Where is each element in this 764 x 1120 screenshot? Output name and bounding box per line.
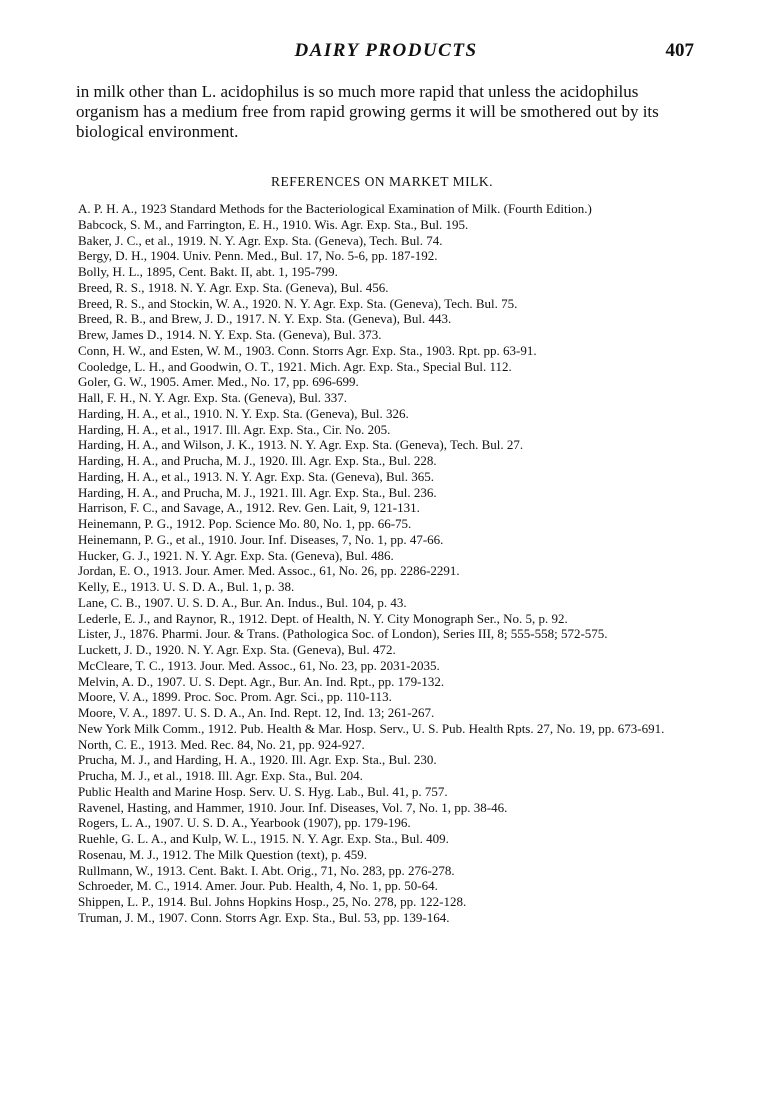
reference-entry: Breed, R. B., and Brew, J. D., 1917. N. Y. Exp. Sta. (Geneva), Bul. 443. — [78, 311, 452, 327]
reference-entry: McCleare, T. C., 1913. Jour. Med. Assoc., 61, No. 23, pp. 2031-2035. — [78, 657, 440, 673]
reference-entry: Heinemann, P. G., et al., 1910. Jour. Inf. Diseases, 7, No. 1, pp. 47-66. — [78, 531, 444, 547]
reference-entry: Lederle, E. J., and Raynor, R., 1912. Dept. of Health, N. Y. City Monograph Ser., No. 5, p. 92. — [78, 610, 568, 626]
reference-entry: Bolly, H. L., 1895, Cent. Bakt. II, abt. 1, 195-799. — [78, 264, 338, 279]
reference-entry: Melvin, A. D., 1907. U. S. Dept. Agr., Bur. An. Ind. Rpt., pp. 179-132. — [78, 673, 445, 689]
reference-entry: Brew, James D., 1914. N. Y. Exp. Sta. (Geneva), Bul. 373. — [78, 327, 382, 342]
reference-entry: Harrison, F. C., and Savage, A., 1912. Rev. Gen. Lait, 9, 121-131. — [78, 500, 420, 516]
reference-entry: Breed, R. S., 1918. N. Y. Agr. Exp. Sta. (Geneva), Bul. 456. — [78, 279, 389, 295]
reference-entry: Harding, H. A., et al., 1913. N. Y. Agr. Exp. Sta. (Geneva), Bul. 365. — [78, 468, 435, 484]
reference-entry: Bergy, D. H., 1904. Univ. Penn. Med., Bul. 17, No. 5-6, pp. 187-192. — [78, 248, 438, 264]
references-heading: REFERENCES ON MARKET MILK. — [270, 174, 493, 189]
reference-entry: Rosenau, M. J., 1912. The Milk Question (text), p. 459. — [78, 846, 367, 862]
reference-entry: Lane, C. B., 1907. U. S. D. A., Bur. An. Indus., Bul. 104, p. 43. — [78, 594, 407, 610]
reference-entry: Heinemann, P. G., 1912. Pop. Science Mo. 80, No. 1, pp. 66-75. — [78, 516, 412, 531]
reference-entry: Goler, G. W., 1905. Amer. Med., No. 17, pp. 696-699. — [78, 374, 359, 390]
references-list — [78, 201, 694, 926]
reference-entry: Truman, J. M., 1907. Conn. Storrs Agr. Exp. Sta., Bul. 53, pp. 139-164. — [78, 909, 450, 925]
reference-entry: Shippen, L. P., 1914. Bul. Johns Hopkins Hosp., 25, No. 278, pp. 122-128. — [78, 894, 467, 909]
reference-entry: Luckett, J. D., 1920. N. Y. Agr. Exp. Sta. (Geneva), Bul. 472. — [78, 642, 396, 657]
reference-entry: Moore, V. A., 1897. U. S. D. A., An. Ind. Rept. 12, Ind. 13; 261-267. — [78, 705, 435, 720]
reference-entry: Schroeder, M. C., 1914. Amer. Jour. Pub. Health, 4, No. 1, pp. 50-64. — [78, 878, 438, 894]
reference-entry: Hucker, G. J., 1921. N. Y. Agr. Exp. Sta. (Geneva), Bul. 486. — [78, 547, 394, 563]
reference-entry: Harding, H. A., et al., 1910. N. Y. Exp. Sta. (Geneva), Bul. 326. — [78, 405, 409, 421]
reference-entry: Kelly, E., 1913. U. S. D. A., Bul. 1, p. 38. — [78, 579, 295, 594]
reference-entry: North, C. E., 1913. Med. Rec. 84, No. 21, pp. 924-927. — [78, 736, 365, 752]
reference-entry: Harding, H. A., and Prucha, M. J., 1921. Ill. Agr. Exp. Sta., Bul. 236. — [78, 484, 437, 500]
running-head — [78, 40, 694, 66]
reference-entry: Ravenel, Hasting, and Hammer, 1910. Jour. Inf. Diseases, Vol. 7, No. 1, pp. 38-46. — [78, 799, 508, 815]
intro-paragraph: in milk other than L. acidophilus is so much more rapid that unless the acidophilus organism has a medium free from rapid growing germs it will be smothered out by its biological environment. — [76, 82, 659, 141]
reference-entry: Public Health and Marine Hosp. Serv. U. S. Hyg. Lab., Bul. 41, p. 757. — [78, 783, 448, 799]
reference-entry: Cooledge, L. H., and Goodwin, O. T., 1921. Mich. Agr. Exp. Sta., Special Bul. 112. — [78, 358, 512, 374]
reference-entry: Conn, H. W., and Esten, W. M., 1903. Conn. Storrs Agr. Exp. Sta., 1903. Rpt. pp. 63-91. — [78, 342, 537, 358]
reference-entry: Ruehle, G. L. A., and Kulp, W. L., 1915. N. Y. Agr. Exp. Sta., Bul. 409. — [78, 831, 449, 846]
reference-entry: Rullmann, W., 1913. Cent. Bakt. I. Abt. Orig., 71, No. 283, pp. 276-278. — [78, 862, 455, 878]
reference-entry: Prucha, M. J., and Harding, H. A., 1920. Ill. Agr. Exp. Sta., Bul. 230. — [78, 752, 437, 768]
reference-entry: New York Milk Comm., 1912. Pub. Health & Mar. Hosp. Serv., U. S. Pub. Health Rpts. 27, No. 19, pp. 673-691. — [78, 720, 665, 736]
reference-entry: Harding, H. A., et al., 1917. Ill. Agr. Exp. Sta., Cir. No. 205. — [78, 421, 391, 437]
reference-entry: Rogers, L. A., 1907. U. S. D. A., Yearbook (1907), pp. 179-196. — [78, 815, 411, 831]
reference-entry: Hall, F. H., N. Y. Agr. Exp. Sta. (Geneva), Bul. 337. — [78, 390, 348, 405]
reference-entry: Breed, R. S., and Stockin, W. A., 1920. N. Y. Agr. Exp. Sta. (Geneva), Tech. Bul. 75. — [78, 295, 518, 311]
reference-entry: Harding, H. A., and Prucha, M. J., 1920. Ill. Agr. Exp. Sta., Bul. 228. — [78, 453, 437, 468]
reference-entry: Babcock, S. M., and Farrington, E. H., 1910. Wis. Agr. Exp. Sta., Bul. 195. — [78, 216, 469, 232]
reference-entry: Harding, H. A., and Wilson, J. K., 1913. N. Y. Agr. Exp. Sta. (Geneva), Tech. Bul. 27. — [78, 437, 524, 453]
reference-entry: Prucha, M. J., et al., 1918. Ill. Agr. Exp. Sta., Bul. 204. — [78, 768, 363, 783]
page-number: 407 — [665, 40, 694, 61]
reference-entry: Moore, V. A., 1899. Proc. Soc. Prom. Agr. Sci., pp. 110-113. — [78, 689, 392, 705]
reference-entry: A. P. H. A., 1923 Standard Methods for the Bacteriological Examination of Milk. (Fourth Edition.) — [78, 201, 592, 216]
reference-entry: Baker, J. C., et al., 1919. N. Y. Agr. Exp. Sta. (Geneva), Tech. Bul. 74. — [78, 232, 443, 248]
running-title: DAIRY PRODUCTS — [294, 40, 478, 61]
reference-entry: Jordan, E. O., 1913. Jour. Amer. Med. Assoc., 61, No. 26, pp. 2286-2291. — [78, 563, 460, 579]
reference-entry: Lister, J., 1876. Pharmi. Jour. & Trans. (Pathologica Soc. of London), Series III, 8; 555-558; 572-575. — [78, 626, 608, 642]
